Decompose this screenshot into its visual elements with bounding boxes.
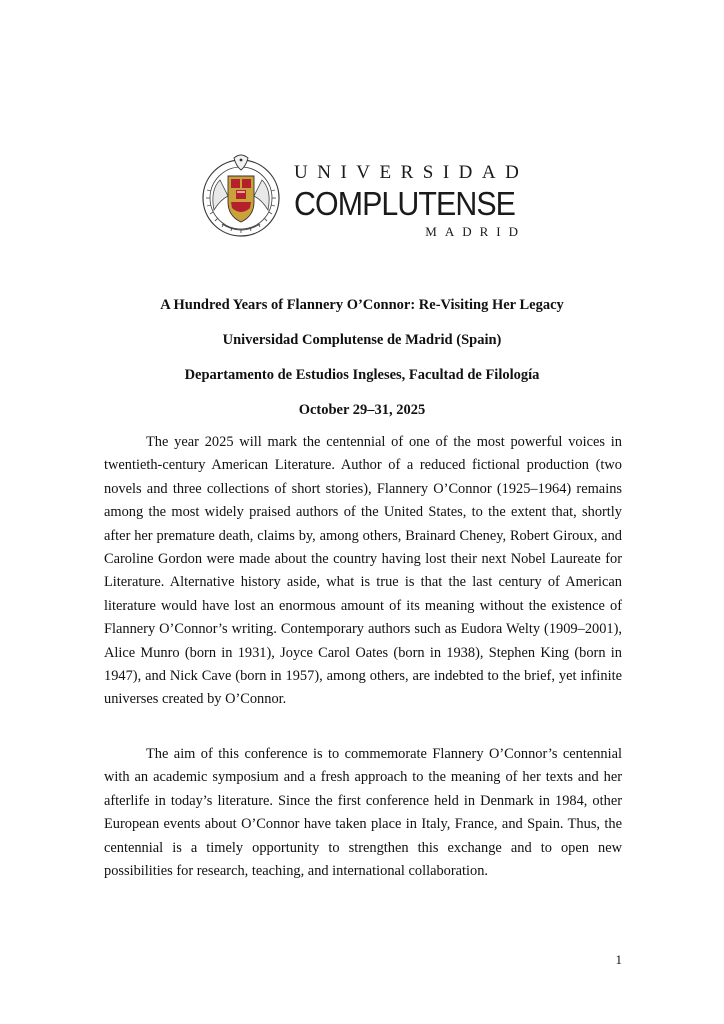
university-wordmark: [294, 162, 534, 240]
conference-department: Departamento de Estudios Ingleses, Facultad de Filología: [184, 367, 540, 383]
page-number: 1: [615, 952, 622, 967]
wordmark-madrid: MADRID: [425, 224, 526, 239]
university-seal-icon: [198, 150, 284, 242]
conference-dates: October 29–31, 2025: [298, 402, 426, 418]
conference-title: A Hundred Years of Flannery O’Connor: Re-Visiting Her Legacy: [160, 297, 564, 313]
wordmark-universidad: UNIVERSIDAD: [294, 162, 529, 183]
body-paragraph-2: The aim of this conference is to commemorate Flannery O’Connor’s centennial with an academic symposium and a fresh approach to the meaning of her texts and her afterlife in today’s literature. Since the first conference held in Denmark in 1984, other European events about O’Connor have taken place in Italy, France, and Spain. Thus, the centennial is a timely opportunity to strengthen this exchange and to open new possibilities for research, teaching, and international collaboration.: [104, 746, 622, 880]
wordmark-complutense: COMPLUTENSE: [294, 185, 516, 222]
university-logo: [198, 150, 538, 250]
body-paragraph-1: The year 2025 will mark the centennial of one of the most powerful voices in twentieth-century American Literature. Author of a reduced fictional production (two novels and three collections of short stories), Flannery O’Connor (1925–1964) remains among the most widely praised authors of the United States, to the extent that, shortly after her premature death, claims by, among others, Brainard Cheney, Robert Giroux, and Caroline Gordon were made about the country having lost their next Nobel Laureate for Literature. Alternative history aside, what is true is that the last century of American literature would have lost an enormous amount of its meaning without the existence of Flannery O’Connor’s writing. Contemporary authors such as Eudora Welty (1909–2001), Alice Munro (born in 1931), Joyce Carol Oates (born in 1938), Stephen King (born in 1947), and Nick Cave (born in 1957), among others, are indebted to the brief, yet infinite universes created by O’Connor.: [104, 434, 622, 708]
conference-institution: Universidad Complutense de Madrid (Spain): [222, 332, 502, 348]
